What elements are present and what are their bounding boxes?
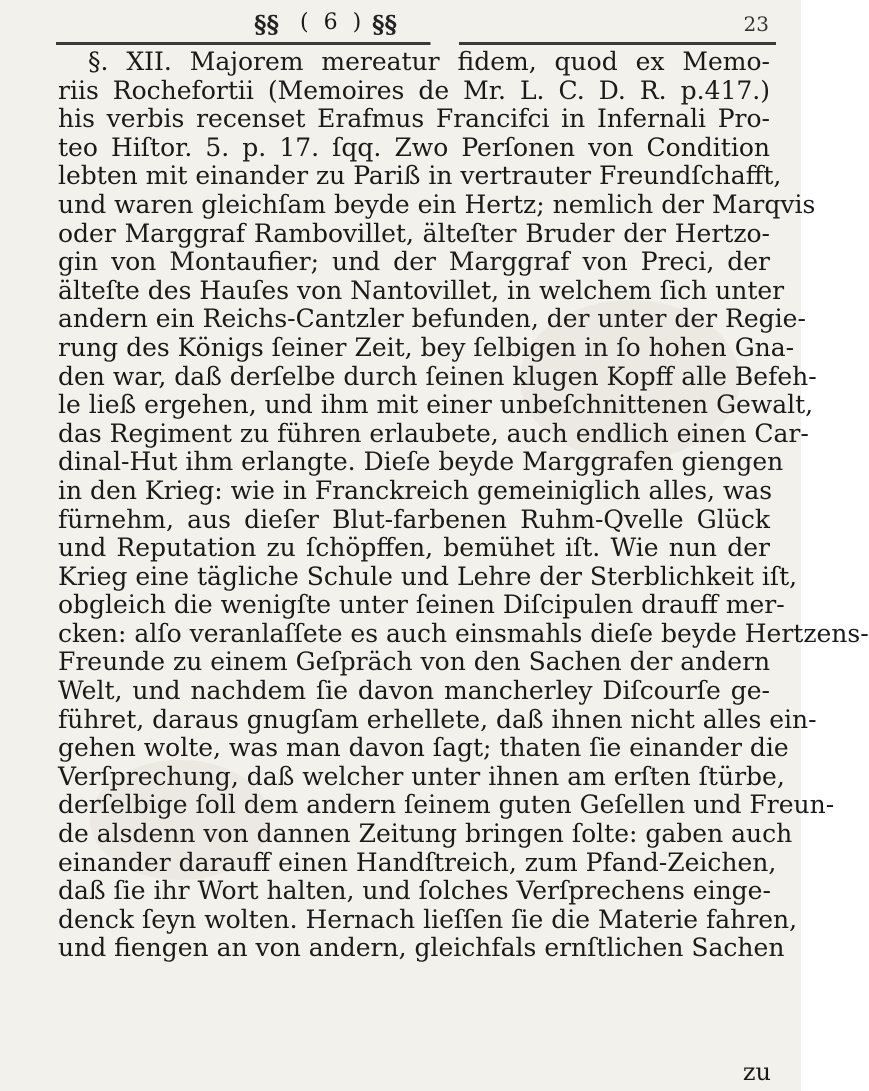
text-line: Krieg eine tägliche Schule und Lehre der Sterblichkeit iſt, (58, 561, 798, 591)
ornament-right: §§ (372, 10, 398, 39)
page-number: ( 6 ) (300, 10, 366, 35)
text-line: in den Krieg: wie in Franckreich gemeiniglich alles, was (58, 475, 773, 505)
text-line: le ließ ergehen, und ihm mit einer unbeſchnittenen Gewalt, (58, 390, 814, 420)
ornament-left: §§ (254, 10, 280, 39)
text-line: Verſprechung, daß welcher unter ihnen am erſten ſtürbe, (58, 761, 785, 791)
text-line: §. XII. Majorem mereatur fidem, quod ex Memo- (88, 47, 770, 76)
text-line: rung des Königs ſeiner Zeit, bey ſelbigen in ſo hohen Gna- (58, 332, 795, 362)
text-line: führet, daraus gnugſam erhellete, daß ihnen nicht alles ein- (58, 704, 817, 734)
text-line: lebten mit einander zu Pariß in vertrauter Freundſchafft, (58, 161, 782, 191)
text-line: riis Rochefortii (Memoires de Mr. L. C. D. R. p.417.) (58, 75, 770, 105)
text-line: andern ein Reichs-Cantzler befunden, der unter der Regie- (58, 304, 806, 334)
header-rule (56, 42, 776, 45)
text-line: obgleich die wenigſte unter ſeinen Diſcipulen drauff mer- (58, 590, 785, 620)
text-line: his verbis recenset Erafmus Francifci in Infernali Pro- (58, 104, 770, 134)
text-line: teo Hiſtor. 5. p. 17. ſqq. Zwo Perſonen von Condition (58, 132, 770, 162)
text-line: oder Marggraf Rambovillet, älteſter Bruder der Hertzo- (58, 218, 770, 248)
text-line: daß ſie ihr Wort halten, und ſolches Verſprechens einge- (58, 876, 771, 906)
text-line: gehen wolte, was man davon ſagt; thaten ſie einander die (58, 733, 789, 763)
text-line: de alsdenn von dannen Zeitung bringen ſolte: gaben auch (58, 819, 793, 849)
text-line: den war, daß derſelbe durch ſeinen klugen Kopff alle Befeh- (58, 361, 817, 391)
catchword: zu (742, 1058, 771, 1086)
text-line: fürnehm, aus dieſer Blut-farbenen Ruhm-Qvelle Glück (58, 504, 770, 534)
text-line: einander darauff einen Handſtreich, zum Pfand-Zeichen, (58, 847, 777, 877)
signature-mark: 23 (743, 12, 769, 36)
page-header (0, 6, 801, 46)
text-line: dinal-Hut ihm erlangte. Dieſe beyde Marggrafen giengen (58, 447, 784, 477)
text-line: und fiengen an von andern, gleichfals ernſtlichen Sachen (58, 933, 785, 963)
text-line: und waren gleichſam beyde ein Hertz; nemlich der Marqvis (58, 189, 816, 219)
text-line: und Reputation zu ſchöpffen, bemühet iſt. Wie nun der (58, 533, 770, 563)
text-line: Welt, und nachdem ſie davon mancherley Diſcourſe ge- (58, 676, 770, 706)
text-line: denck ſeyn wolten. Hernach lieſſen ſie die Materie fahren, (58, 904, 798, 934)
text-line: Freunde zu einem Geſpräch von den Sachen der andern (58, 647, 771, 677)
text-line: cken: alſo veranlaſſete es auch einsmahls dieſe beyde Hertzens- (58, 618, 869, 648)
body-text (58, 47, 869, 963)
text-line: älteſte des Hauſes von Nantovillet, in welchem ſich unter (58, 275, 785, 305)
text-line: gin von Montaufier; und der Marggraf von Preci, der (58, 247, 770, 277)
text-line: derſelbige ſoll dem andern ſeinem guten Geſellen und Freun- (58, 790, 835, 820)
text-line: das Regiment zu führen erlaubete, auch endlich einen Car- (58, 418, 809, 448)
